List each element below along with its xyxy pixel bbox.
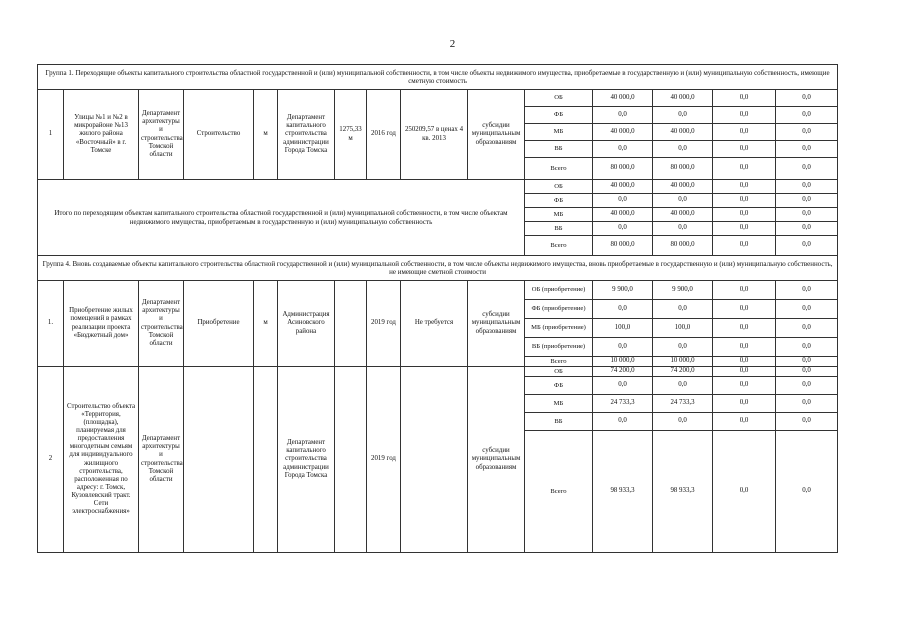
value-cell: 0,0 xyxy=(653,141,713,158)
page-number: 2 xyxy=(449,38,456,50)
value-cell: 0,0 xyxy=(713,338,776,357)
capacity xyxy=(335,367,367,553)
value-cell: 10 000,0 xyxy=(653,357,713,367)
value-cell: 0,0 xyxy=(713,413,776,431)
object-name: Улицы №1 и №2 в микрорайоне №13 жилого района «Восточный» в г. Томске xyxy=(64,90,139,180)
developer: Департамент капитального строительства администрации Города Томска xyxy=(278,367,335,553)
group1-heading-row xyxy=(38,65,838,90)
source-cell: Всего xyxy=(525,431,593,553)
value-cell: 0,0 xyxy=(713,357,776,367)
funding-form: субсидии муниципальным образованиям xyxy=(468,90,525,180)
value-cell: 40 000,0 xyxy=(653,124,713,141)
value-cell: 0,0 xyxy=(593,338,653,357)
table-row xyxy=(38,180,838,194)
source-cell: МБ xyxy=(525,208,593,222)
value-cell: 0,0 xyxy=(713,124,776,141)
value-cell: 0,0 xyxy=(713,222,776,236)
value-cell: 100,0 xyxy=(593,319,653,338)
value-cell: 0,0 xyxy=(713,141,776,158)
funding-form: субсидии муниципальным образованиям xyxy=(468,281,525,367)
value-cell: 0,0 xyxy=(713,281,776,300)
value-cell: 0,0 xyxy=(776,338,838,357)
source-cell: ВБ xyxy=(525,222,593,236)
value-cell: 9 900,0 xyxy=(593,281,653,300)
value-cell: 10 000,0 xyxy=(593,357,653,367)
value-cell: 0,0 xyxy=(776,236,838,256)
value-cell: 0,0 xyxy=(593,194,653,208)
value-cell: 0,0 xyxy=(653,300,713,319)
source-cell: ВБ xyxy=(525,141,593,158)
value-cell: 80 000,0 xyxy=(653,158,713,180)
source-cell: ФБ xyxy=(525,107,593,124)
work-type xyxy=(184,367,254,553)
value-cell: 0,0 xyxy=(776,413,838,431)
value-cell: 0,0 xyxy=(713,158,776,180)
value-cell: 0,0 xyxy=(593,300,653,319)
unit: м xyxy=(254,90,278,180)
value-cell: 0,0 xyxy=(776,208,838,222)
value-cell: 0,0 xyxy=(776,431,838,553)
value-cell: 0,0 xyxy=(776,319,838,338)
row-number: 1 xyxy=(38,90,64,180)
value-cell: 0,0 xyxy=(776,300,838,319)
capacity: 1275,33 м xyxy=(335,90,367,180)
value-cell: 0,0 xyxy=(653,338,713,357)
value-cell: 0,0 xyxy=(713,300,776,319)
estimated-cost: Не требуется xyxy=(401,281,468,367)
value-cell: 0,0 xyxy=(713,107,776,124)
value-cell: 0,0 xyxy=(713,236,776,256)
year: 2016 год xyxy=(367,90,401,180)
work-type: Строительство xyxy=(184,90,254,180)
year: 2019 год xyxy=(367,281,401,367)
source-cell: Всего xyxy=(525,357,593,367)
value-cell: 0,0 xyxy=(593,222,653,236)
value-cell: 0,0 xyxy=(776,367,838,377)
value-cell: 0,0 xyxy=(713,319,776,338)
investment-objects-table xyxy=(37,64,838,553)
value-cell: 0,0 xyxy=(713,367,776,377)
value-cell: 9 900,0 xyxy=(653,281,713,300)
value-cell: 0,0 xyxy=(713,194,776,208)
table-row xyxy=(38,90,838,107)
table-row xyxy=(38,281,838,300)
funding-form: субсидии муниципальным образованиям xyxy=(468,367,525,553)
value-cell: 40 000,0 xyxy=(593,90,653,107)
source-cell: ФБ (приобретение) xyxy=(525,300,593,319)
value-cell: 0,0 xyxy=(776,141,838,158)
value-cell: 0,0 xyxy=(776,194,838,208)
work-type: Приобретение xyxy=(184,281,254,367)
table-row xyxy=(38,367,838,377)
developer: Администрация Асиновского района xyxy=(278,281,335,367)
value-cell: 0,0 xyxy=(713,431,776,553)
estimated-cost xyxy=(401,367,468,553)
value-cell: 80 000,0 xyxy=(653,236,713,256)
source-cell: ФБ xyxy=(525,194,593,208)
value-cell: 98 933,3 xyxy=(593,431,653,553)
value-cell: 0,0 xyxy=(653,377,713,395)
source-cell: ФБ xyxy=(525,377,593,395)
state-customer: Департамент архитектуры и строительства Томской области xyxy=(139,281,184,367)
value-cell: 80 000,0 xyxy=(593,158,653,180)
value-cell: 74 200,0 xyxy=(593,367,653,377)
value-cell: 0,0 xyxy=(776,377,838,395)
source-cell: Всего xyxy=(525,158,593,180)
value-cell: 80 000,0 xyxy=(593,236,653,256)
value-cell: 0,0 xyxy=(776,107,838,124)
value-cell: 100,0 xyxy=(653,319,713,338)
source-cell: ОБ xyxy=(525,367,593,377)
object-name: Строительство объекта «Территория, (площадка), планируемая для предоставления многодетным семьям для индивидуального жилищного строительства, расположенная по адресу: г. Томск, Кузовлевский тракт. Сети электроснабжения» xyxy=(64,367,139,553)
value-cell: 98 933,3 xyxy=(653,431,713,553)
value-cell: 0,0 xyxy=(653,194,713,208)
value-cell: 0,0 xyxy=(776,90,838,107)
value-cell: 0,0 xyxy=(593,141,653,158)
state-customer: Департамент архитектуры и строительства Томской области xyxy=(139,90,184,180)
source-cell: ВБ (приобретение) xyxy=(525,338,593,357)
object-name: Приобретение жилых помещений в рамках реализации проекта «Бюджетный дом» xyxy=(64,281,139,367)
source-cell: ОБ xyxy=(525,180,593,194)
value-cell: 0,0 xyxy=(776,158,838,180)
value-cell: 40 000,0 xyxy=(593,180,653,194)
value-cell: 0,0 xyxy=(776,124,838,141)
year: 2019 год xyxy=(367,367,401,553)
source-cell: ВБ xyxy=(525,413,593,431)
value-cell: 0,0 xyxy=(776,281,838,300)
source-cell: МБ (приобретение) xyxy=(525,319,593,338)
group1-total-label: Итого по переходящим объектам капитального строительства областной государственной и (или) муниципальной собственности, в том числе объектам недвижимого имущества, приобретаемым в государственную и (или) муниципальную собственность xyxy=(38,180,525,256)
value-cell: 0,0 xyxy=(713,90,776,107)
row-number: 2 xyxy=(38,367,64,553)
row-number: 1. xyxy=(38,281,64,367)
source-cell: ОБ (приобретение) xyxy=(525,281,593,300)
value-cell: 40 000,0 xyxy=(593,124,653,141)
value-cell: 24 733,3 xyxy=(653,395,713,413)
value-cell: 40 000,0 xyxy=(653,208,713,222)
value-cell: 40 000,0 xyxy=(593,208,653,222)
state-customer: Департамент архитектуры и строительства Томской области xyxy=(139,367,184,553)
value-cell: 0,0 xyxy=(713,395,776,413)
value-cell: 0,0 xyxy=(776,357,838,367)
value-cell: 0,0 xyxy=(776,395,838,413)
value-cell: 0,0 xyxy=(776,222,838,236)
value-cell: 0,0 xyxy=(593,107,653,124)
value-cell: 74 200,0 xyxy=(653,367,713,377)
capacity xyxy=(335,281,367,367)
source-cell: ОБ xyxy=(525,90,593,107)
value-cell: 0,0 xyxy=(713,208,776,222)
value-cell: 0,0 xyxy=(713,180,776,194)
unit: м xyxy=(254,281,278,367)
source-cell: МБ xyxy=(525,124,593,141)
source-cell: Всего xyxy=(525,236,593,256)
value-cell: 0,0 xyxy=(653,222,713,236)
value-cell: 0,0 xyxy=(653,413,713,431)
source-cell: МБ xyxy=(525,395,593,413)
developer: Департамент капитального строительства администрации Города Томска xyxy=(278,90,335,180)
value-cell: 40 000,0 xyxy=(653,180,713,194)
value-cell: 0,0 xyxy=(593,377,653,395)
value-cell: 0,0 xyxy=(776,180,838,194)
group4-heading-row xyxy=(38,256,838,281)
value-cell: 24 733,3 xyxy=(593,395,653,413)
value-cell: 40 000,0 xyxy=(653,90,713,107)
value-cell: 0,0 xyxy=(713,377,776,395)
value-cell: 0,0 xyxy=(653,107,713,124)
group1-heading: Группа 1. Переходящие объекты капитального строительства областной государственной и (или) муниципальной собственности, в том числе объекты недвижимого имущества, приобретаемые в государственную и (или) муниципальную собственность, имеющие сметную стоимость xyxy=(38,65,838,90)
unit xyxy=(254,367,278,553)
value-cell: 0,0 xyxy=(593,413,653,431)
group4-heading: Группа 4. Вновь создаваемые объекты капитального строительства областной государственной и (или) муниципальной собственности, в том числе объекты недвижимого имущества, вновь приобретаемые в государственную и (или) муниципальную собственность, не имеющие сметной стоимости xyxy=(38,256,838,281)
estimated-cost: 250209,57 в ценах 4 кв. 2013 xyxy=(401,90,468,180)
